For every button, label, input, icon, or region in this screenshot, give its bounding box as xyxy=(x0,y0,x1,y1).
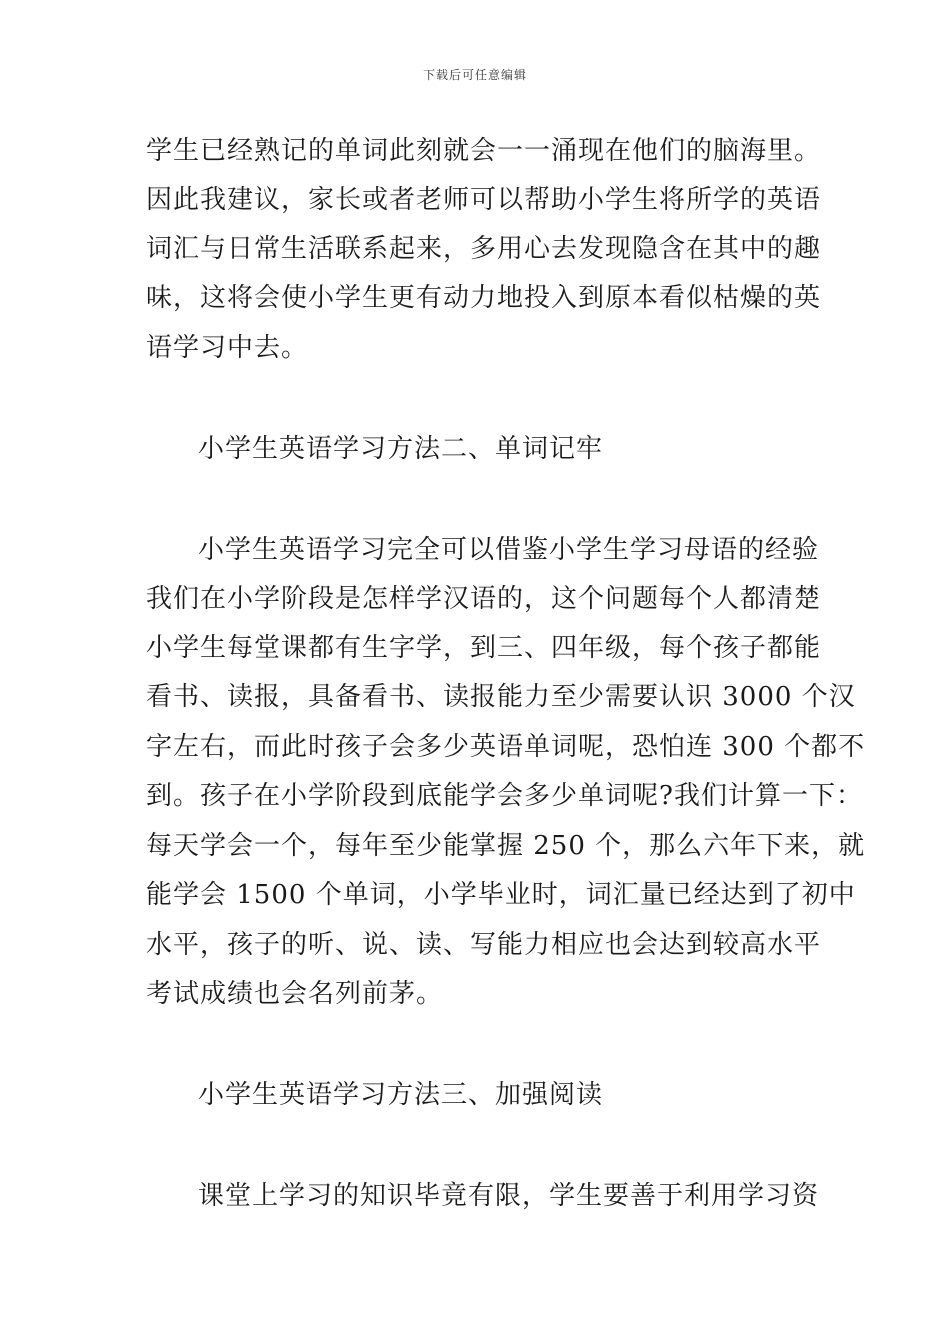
text-line: 语学习中去。 xyxy=(146,333,309,363)
text-line: 每天学会一个，每年至少能掌握 250 个，那么六年下来，就 xyxy=(146,831,866,861)
text-line: 水平，孩子的听、说、读、写能力相应也会达到较高水平 xyxy=(146,930,822,960)
text-line: 考试成绩也会名列前茅。 xyxy=(146,979,444,1009)
text-line: 因此我建议，家长或者老师可以帮助小学生将所学的英语 xyxy=(146,185,822,215)
paragraph-3: 课堂上学习的知识毕竟有限，学生要善于利用学习资 xyxy=(198,1181,820,1211)
text-line: 看书、读报，具备看书、读报能力至少需要认识 3000 个汉 xyxy=(146,682,856,712)
text-line: 能学会 1500 个单词，小学毕业时，词汇量已经达到了初中 xyxy=(146,880,856,910)
section-heading-3: 小学生英语学习方法三、加强阅读 xyxy=(198,1080,604,1110)
text-line: 味，这将会使小学生更有动力地投入到原本看似枯燥的英 xyxy=(146,283,822,313)
section-heading-2: 小学生英语学习方法二、单词记牢 xyxy=(198,434,604,464)
text-line: 小学生英语学习完全可以借鉴小学生学习母语的经验 xyxy=(198,535,820,565)
text-line: 小学生每堂课都有生字学，到三、四年级，每个孩子都能 xyxy=(146,633,822,663)
text-line: 词汇与日常生活联系起来，多用心去发现隐含在其中的趣 xyxy=(146,234,822,264)
text-line: 字左右，而此时孩子会多少英语单词呢，恐怕连 300 个都不 xyxy=(146,732,866,762)
text-line: 到。孩子在小学阶段到底能学会多少单词呢?我们计算一下： xyxy=(146,781,863,811)
page-header: 下载后可任意编辑 xyxy=(422,68,527,82)
text-line: 学生已经熟记的单词此刻就会一一涌现在他们的脑海里。 xyxy=(146,136,822,166)
text-line: 我们在小学阶段是怎样学汉语的，这个问题每个人都清楚 xyxy=(146,584,822,614)
